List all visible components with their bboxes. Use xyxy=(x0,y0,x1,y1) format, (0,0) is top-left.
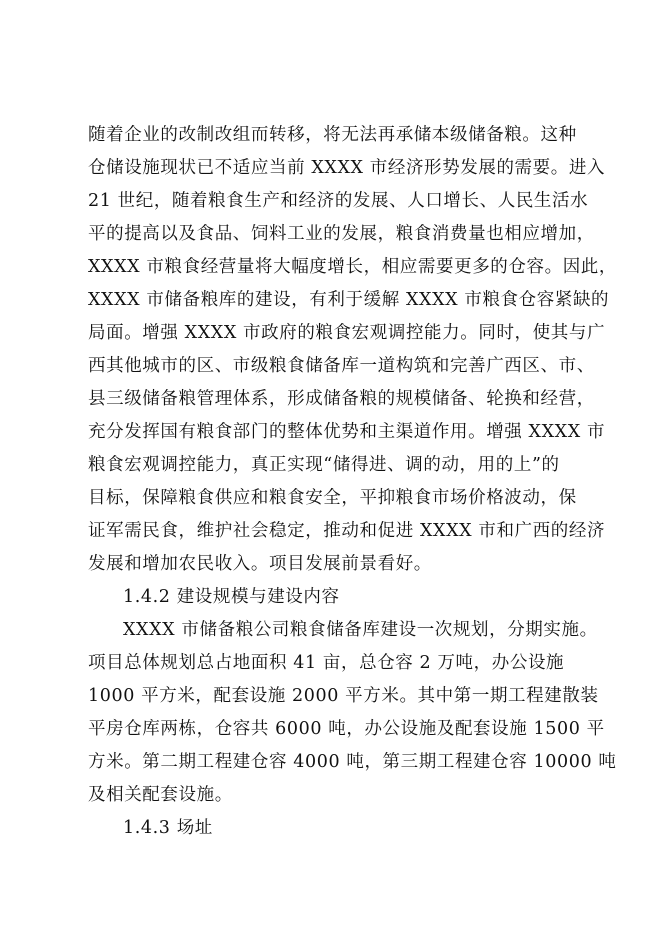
text-line: 西其他城市的区、市级粮食储备库一道构筑和完善广西区、市、 xyxy=(88,356,595,376)
text-line: 粮食宏观调控能力，真正实现“储得进、调的动，用的上”的 xyxy=(88,455,560,475)
text-line: 局面。增强 XXXX 市政府的粮食宏观调控能力。同时，使其与广 xyxy=(88,323,606,343)
text-line: 平房仓库两栋，仓容共 6000 吨，办公设施及配套设施 1500 平 xyxy=(88,719,605,739)
text-line: 项目总体规划总占地面积 41 亩，总仓容 2 万吨，办公设施 xyxy=(88,653,565,673)
text-line: 随着企业的改制改组而转移，将无法再承储本级储备粮。这种 xyxy=(88,125,577,145)
text-line: 目标，保障粮食供应和粮食安全，平抑粮食市场价格波动，保 xyxy=(88,488,577,508)
text-line: XXXX 市储备粮库的建设，有利于缓解 XXXX 市粮食仓容紧缺的 xyxy=(88,290,610,310)
text-line: 县三级储备粮管理体系，形成储备粮的规模储备、轮换和经营， xyxy=(88,389,595,409)
section-heading: 1.4.2 建设规模与建设内容 xyxy=(123,587,340,607)
text-line: 1000 平方米，配套设施 2000 平方米。其中第一期工程建散装 xyxy=(88,686,599,706)
text-line: 方米。第二期工程建仓容 4000 吨，第三期工程建仓容 10000 吨 xyxy=(88,752,617,772)
text-line: XXXX 市储备粮公司粮食储备库建设一次规划，分期实施。 xyxy=(123,620,598,640)
text-line: 充分发挥国有粮食部门的整体优势和主渠道作用。增强 XXXX 市 xyxy=(88,422,606,442)
text-line: 21 世纪，随着粮食生产和经济的发展、人口增长、人民生活水 xyxy=(88,191,589,211)
text-line: XXXX 市粮食经营量将大幅度增长，相应需要更多的仓容。因此， xyxy=(88,257,617,277)
text-line: 证军需民食，维护社会稳定，推动和促进 XXXX 市和广西的经济 xyxy=(88,521,606,541)
text-line: 发展和增加农民收入。项目发展前景看好。 xyxy=(88,554,432,574)
text-line: 及相关配套设施。 xyxy=(88,785,233,805)
text-line: 仓储设施现状已不适应当前 XXXX 市经济形势发展的需要。进入 xyxy=(88,158,606,178)
section-heading: 1.4.3 场址 xyxy=(123,818,213,838)
text-line: 平的提高以及食品、饲料工业的发展，粮食消费量也相应增加， xyxy=(88,224,595,244)
